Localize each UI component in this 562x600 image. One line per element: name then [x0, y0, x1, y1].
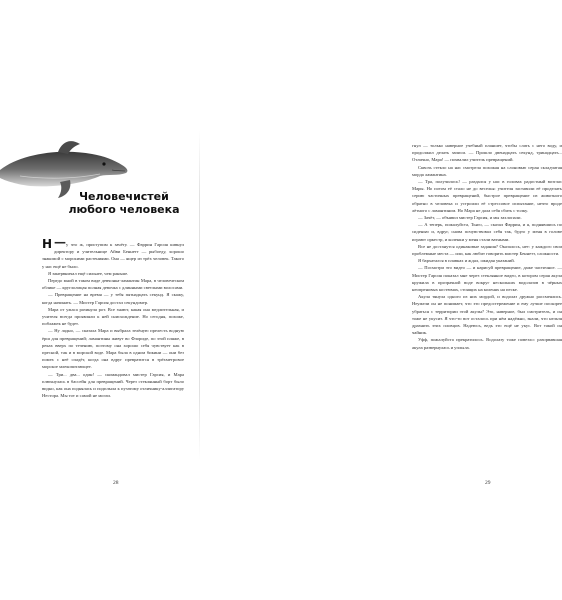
- right-page: [200, 0, 562, 600]
- paragraph: гнул — только наверное учебный планшет, чтобы слать с него воду, и продолжил делать записи. — Прошло двенадцать секунд, тринадцать... Отлично, Мара! — похвалил учитель превращений.: [412, 143, 562, 163]
- paragraph: Передо мной в таком виде девчонка-ламантин Мара, в человеческом облике — круглолицая полная девочка с длинными светлыми волосами.: [42, 278, 184, 291]
- paragraph: — Тра, получилось! — раздался у нас в головах радостный возглас Мары. Но потом её стало не до веселья: учителя заставили её проделать серию частичных превращений, быстрое превращение из животного обратно в человека и устроили её стрессовое испытание, нечто вроде лётного с ламантином. Но Мара не дала себя сбить с толку.: [412, 179, 562, 213]
- paragraph: — А теперь, пожалуйста, Тьяго, — сказал Фаррин, и я, поднявшись по сиденью и, вдруг, снова почувствовал себя так, будто у меня в голове играют оркестр, и коленки у меня стали ватными.: [412, 222, 562, 242]
- chapter-title-line-2: любого человека: [68, 203, 180, 216]
- paragraph: Сквозь стекло на нас смотрела похожая на слоновью серая складчатая морда ламантина.: [412, 164, 562, 177]
- paragraph-text: у что ж, приступим к зачёту. — Фаррин Гарсия кивнул директору и учительнице Айви Беннетт — рыбоеду, хорошо знакомой с морскими растениями. Она — ящер из трёх человек. Такого у нас ещё не было.: [42, 242, 184, 269]
- paragraph: — Превращение на время — у тебя пятнадцать секунд. Я скажу, когда начинать. — Мистер Гарсия достал секундомер.: [42, 292, 184, 305]
- paragraph: — Зачёт, — объявил мистер Гарсия, и мы захлопали.: [418, 215, 522, 221]
- paragraph: Мара от ужаса разинула рот. Все знают, какая она медлительная, и учителя всегда проявляли к ней снисхождение. Но сегодня, похоже, поблажек не будет.: [42, 306, 184, 327]
- paragraph: Акула тянула одного из них мордой, и водолаз дружно рассмеялись. Неужели он не понимает, что это предостережение и ему лучше поскорее убраться с территории этой акулы? Это, наверное, был смотритель, и он тоже не укусит. Я что-то вот осталось при нём надёжно, знали, что нельзя дразнить этих пловцов. Надеюсь, ведь это ещё не укус. Вот такой он чайник.: [412, 294, 562, 336]
- paragraph: — Ну ладно, — сказала Мара и выбрала зелёную прелесть водную ёрш для превращений; ламантины живут во Флориде, по этой пляже, в реках вверх по течению, поэтому она хорошо себя чувствует как в пресной, так и в морской воде. Мара была в одном бикини — они без помех с неё спадёт, когда она вдруг превратится в трёхметровое морское млекопитающее.: [42, 328, 184, 370]
- paragraph: Все не достанутся одинаковые задания? Оказалось, нет: у каждого свои проблемные места — или, как любит говорить мистер Беннетт, сложности.: [412, 243, 562, 257]
- page-number-right: 29: [485, 480, 491, 486]
- right-page-text: [412, 142, 562, 351]
- chapter-title-line-1: Человечистей: [79, 190, 169, 203]
- page-number-left: 28: [113, 480, 119, 486]
- chapter-title: [54, 190, 194, 216]
- dropcap: Н: [42, 237, 53, 251]
- dropcap-dash: —: [54, 235, 67, 249]
- left-page: [0, 0, 200, 600]
- paragraph: Я занервничал ещё сильнее, чем раньше.: [48, 270, 129, 276]
- paragraph: Уфф, пожалуйста прекратилось. Водолазу тоже повезло: разорвавшая акула развернулась и уплыла.: [412, 337, 562, 350]
- paragraph: [42, 235, 184, 270]
- paragraph: Я бархатался в плавках и ждал, ожидая указаний.: [418, 258, 515, 264]
- paragraph: — Посмотри это видео — и нарисуй превращение, даже частичное. — Мистер Гарсия показал мне через стеклянное видео, в котором серая акула кружила в прозрачной воде вокруг нескольких водолазов в чёрных неопреновых костюмах, стоящих на коленях на песке.: [412, 265, 562, 293]
- left-page-text: [42, 235, 184, 399]
- paragraph: — Три... два... один! — скомандовал мистер Гарсия, и Мара плюхнулась в бассейн для превращений. Через стеклянный борт было видно, как она поднялась и подплыла к пузатому отличнику-аллигатору Нестора. Мы тот и самой не могли.: [42, 371, 184, 399]
